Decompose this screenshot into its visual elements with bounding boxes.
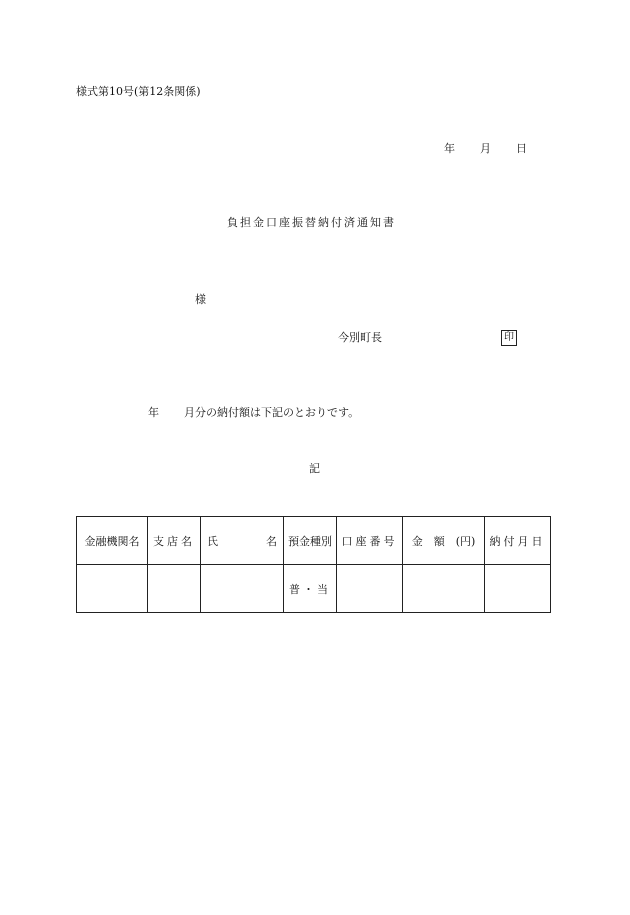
- payment-table: [76, 516, 551, 613]
- seal-stamp: 印: [501, 330, 517, 346]
- document-title: 負担金口座振替納付済通知書: [227, 216, 396, 229]
- header-amount: 金 額 (円): [403, 517, 485, 565]
- cell-payment-date: [485, 565, 551, 613]
- addressee-suffix: 様: [195, 293, 206, 306]
- date-day-label: 日: [516, 142, 527, 155]
- cell-deposit-type: 普・当: [284, 565, 337, 613]
- body-year-label: 年: [148, 406, 159, 419]
- cell-name: [201, 565, 284, 613]
- header-deposit-type: 預金種別: [284, 517, 337, 565]
- cell-account: [337, 565, 403, 613]
- date-year-label: 年: [444, 142, 455, 155]
- table-row: [77, 565, 551, 613]
- header-bank: 金融機関名: [77, 517, 148, 565]
- form-number: 様式第10号(第12条関係): [76, 85, 201, 98]
- header-branch: 支店名: [148, 517, 201, 565]
- ki-label: 記: [309, 462, 320, 475]
- table-header-row: [77, 517, 551, 565]
- cell-branch: [148, 565, 201, 613]
- body-text: 月分の納付額は下記のとおりです。: [184, 406, 360, 419]
- header-payment-date: 納付月日: [485, 517, 551, 565]
- header-name: [201, 517, 284, 565]
- header-name-part2: 名: [266, 534, 277, 548]
- header-account: 口座番号: [337, 517, 403, 565]
- cell-bank: [77, 565, 148, 613]
- issuer: 今別町長: [338, 331, 382, 344]
- cell-amount: [403, 565, 485, 613]
- date-month-label: 月: [480, 142, 491, 155]
- header-name-part1: 氏: [207, 534, 218, 548]
